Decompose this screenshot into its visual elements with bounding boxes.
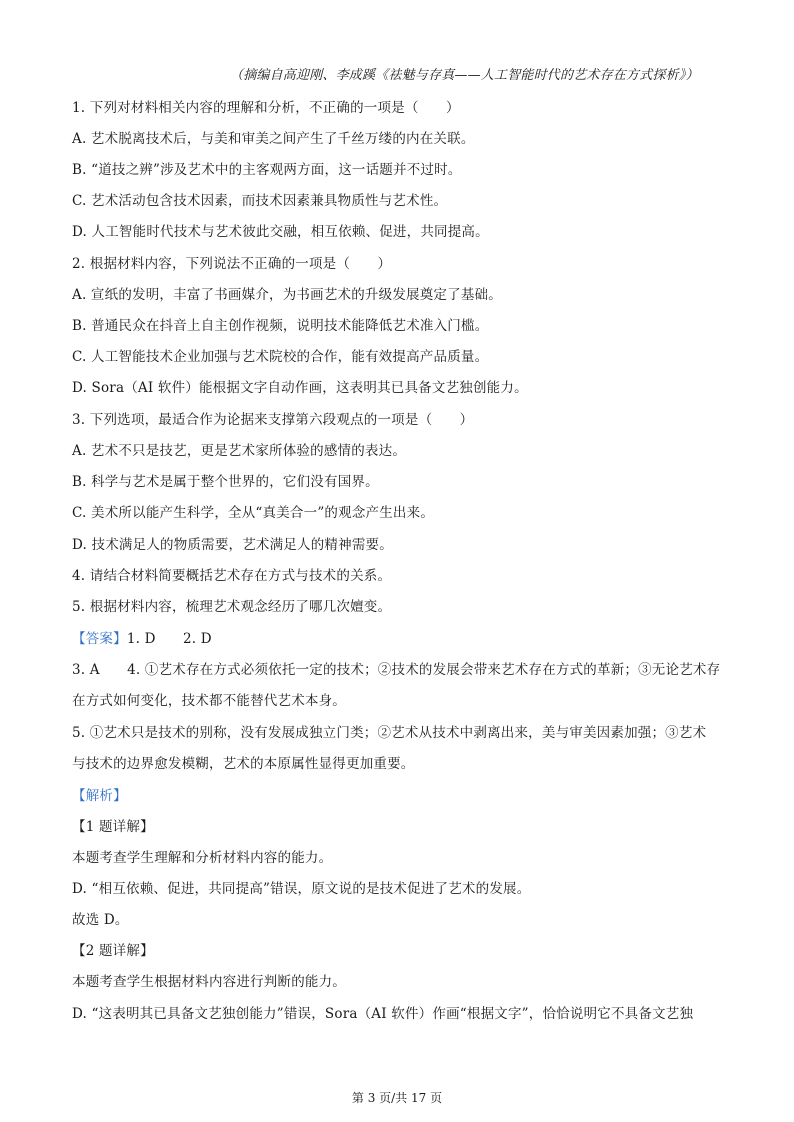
answer-label: 【答案】	[72, 631, 127, 647]
page-footer: 第 3 页/共 17 页	[351, 1091, 443, 1105]
question-3-option-c: C. 美术所以能产生科学，全从“真美合一”的观念产生出来。	[72, 505, 435, 521]
question-5-stem: 5. 根据材料内容，梳理艺术观念经历了哪几次嬗变。	[72, 599, 392, 615]
question-1-option-b: B. “道技之辨”涉及艺术中的主客观两方面，这一话题并不过时。	[72, 162, 462, 178]
question-3-option-d: D. 技术满足人的物质需要，艺术满足人的精神需要。	[72, 537, 393, 553]
answer-line-3: 在方式如何变化，技术都不能替代艺术本身。	[72, 693, 346, 709]
question-2-stem: 2. 根据材料内容，下列说法不正确的一项是（ ）	[72, 256, 392, 272]
question-1-option-c: C. 艺术活动包含技术因素，而技术因素兼具物质性与艺术性。	[72, 193, 448, 209]
analysis-q2-line-2: D. “这表明其已具备文艺独创能力”错误，Sora（AI 软件）作画“根据文字”，恰恰说明它不具备文艺独	[72, 1006, 694, 1022]
question-4-stem: 4. 请结合材料简要概括艺术存在方式与技术的关系。	[72, 568, 392, 584]
question-3-stem: 3. 下列选项，最适合作为论据来支撑第六段观点的一项是（ ）	[72, 412, 474, 428]
answer-line-1	[72, 629, 732, 649]
answer-line-4: 5. ①艺术只是技术的别称，没有发展成独立门类；②艺术从技术中剥离出来，美与审美因素加强；③艺术	[72, 725, 707, 741]
analysis-q1-heading: 【1 题详解】	[72, 819, 154, 835]
analysis-q2-heading: 【2 题详解】	[72, 943, 154, 959]
answer-1-2: 1. D 2. D	[126, 631, 212, 647]
analysis-q1-line-3: 故选 D。	[72, 912, 129, 928]
question-2-option-d: D. Sora（AI 软件）能根据文字自动作画，这表明其已具备文艺独创能力。	[72, 380, 528, 396]
question-1-option-d: D. 人工智能时代技术与艺术彼此交融，相互依赖、促进，共同提高。	[72, 224, 489, 240]
question-2-option-c: C. 人工智能技术企业加强与艺术院校的合作，能有效提高产品质量。	[72, 349, 489, 365]
analysis-q1-line-1: 本题考查学生理解和分析材料内容的能力。	[72, 850, 333, 866]
question-2-option-a: A. 宣纸的发明，丰富了书画媒介，为书画艺术的升级发展奠定了基础。	[72, 287, 502, 303]
source-citation: （摘编自高迎刚、李成蹊《祛魅与存真——人工智能时代的艺术存在方式探析》）	[230, 68, 699, 83]
question-3-option-b: B. 科学与艺术是属于整个世界的，它们没有国界。	[72, 474, 379, 490]
question-1-stem: 1. 下列对材料相关内容的理解和分析，不正确的一项是（ ）	[72, 100, 460, 116]
question-2-option-b: B. 普通民众在抖音上自主创作视频，说明技术能降低艺术准入门槛。	[72, 318, 489, 334]
question-1-option-a: A. 艺术脱离技术后，与美和审美之间产生了千丝万缕的内在关联。	[72, 131, 475, 147]
analysis-q1-line-2: D. “相互依赖、促进，共同提高”错误，原文说的是技术促进了艺术的发展。	[72, 881, 531, 897]
analysis-label: 【解析】	[72, 788, 127, 804]
answer-line-2: 3. A 4. ①艺术存在方式必须依托一定的技术；②技术的发展会带来艺术存在方式的革新；③无论艺术存	[72, 662, 721, 678]
question-3-option-a: A. 艺术不只是技艺，更是艺术家所体验的感情的表达。	[72, 443, 407, 459]
answer-line-5: 与技术的边界愈发模糊，艺术的本原属性显得更加重要。	[72, 756, 415, 772]
analysis-q2-line-1: 本题考查学生根据材料内容进行判断的能力。	[72, 974, 346, 990]
